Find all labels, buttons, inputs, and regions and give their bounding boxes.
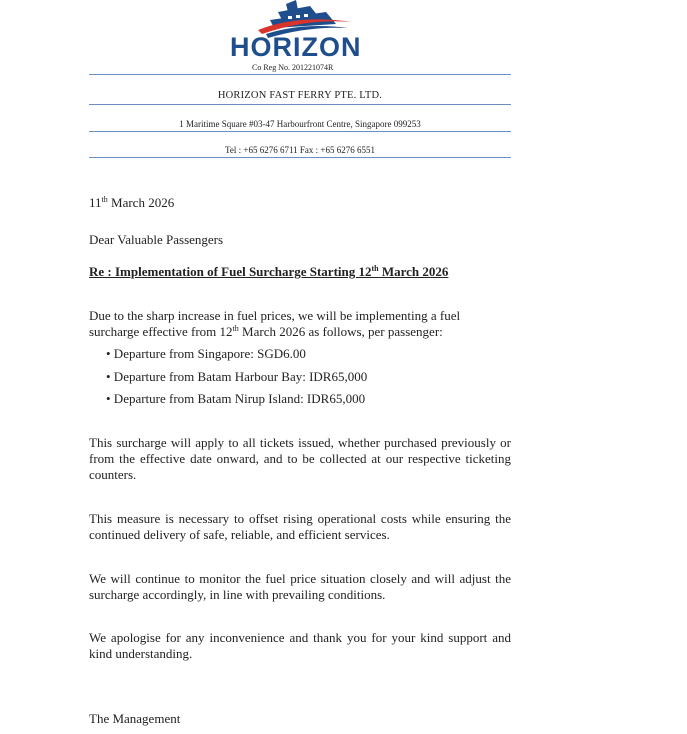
brand-name: HORIZON bbox=[230, 32, 362, 62]
monitor-paragraph: We will continue to monitor the fuel price situation closely and will adjust the surcharge accordingly, in line with prevailing conditions. bbox=[89, 571, 511, 602]
company-logo bbox=[222, 0, 382, 74]
bullet-item: • Departure from Batam Harbour Bay: IDR65,000 bbox=[106, 369, 368, 384]
header-rule bbox=[89, 74, 511, 75]
signoff: The Management bbox=[89, 711, 181, 726]
company-registration: Co Reg No. 201221074R bbox=[252, 63, 334, 72]
intro-paragraph-line1: Due to the sharp increase in fuel prices, we will be implementing a fuel bbox=[89, 308, 461, 323]
header-rule bbox=[89, 131, 511, 132]
company-contact: Tel : +65 6276 6711 Fax : +65 6276 6551 bbox=[225, 145, 375, 155]
apology-paragraph: We apologise for any inconvenience and thank you for your kind support and kind understanding. bbox=[89, 630, 511, 661]
header-rule bbox=[89, 104, 511, 105]
bullet-item: • Departure from Batam Nirup Island: IDR65,000 bbox=[106, 391, 366, 406]
subject-line: Re : Implementation of Fuel Surcharge Starting 12th March 2026 bbox=[89, 264, 449, 279]
header-rule bbox=[89, 157, 511, 158]
bullet-item: • Departure from Singapore: SGD6.00 bbox=[106, 346, 306, 361]
surcharge-paragraph: This surcharge will apply to all tickets issued, whether purchased previously or from the effective date onward, and to be collected at our respective ticketing counters. bbox=[89, 435, 511, 482]
company-address: 1 Maritime Square #03-47 Harbourfront Centre, Singapore 099253 bbox=[179, 119, 421, 129]
intro-paragraph-line2: surcharge effective from 12th March 2026 as follows, per passenger: bbox=[89, 324, 443, 339]
company-name: HORIZON FAST FERRY PTE. LTD. bbox=[217, 90, 383, 101]
salutation: Dear Valuable Passengers bbox=[89, 232, 224, 247]
measure-paragraph: This measure is necessary to offset rising operational costs while ensuring the continued delivery of safe, reliable, and efficient services. bbox=[89, 511, 511, 542]
letter-date: 11th March 2026 bbox=[89, 195, 175, 210]
